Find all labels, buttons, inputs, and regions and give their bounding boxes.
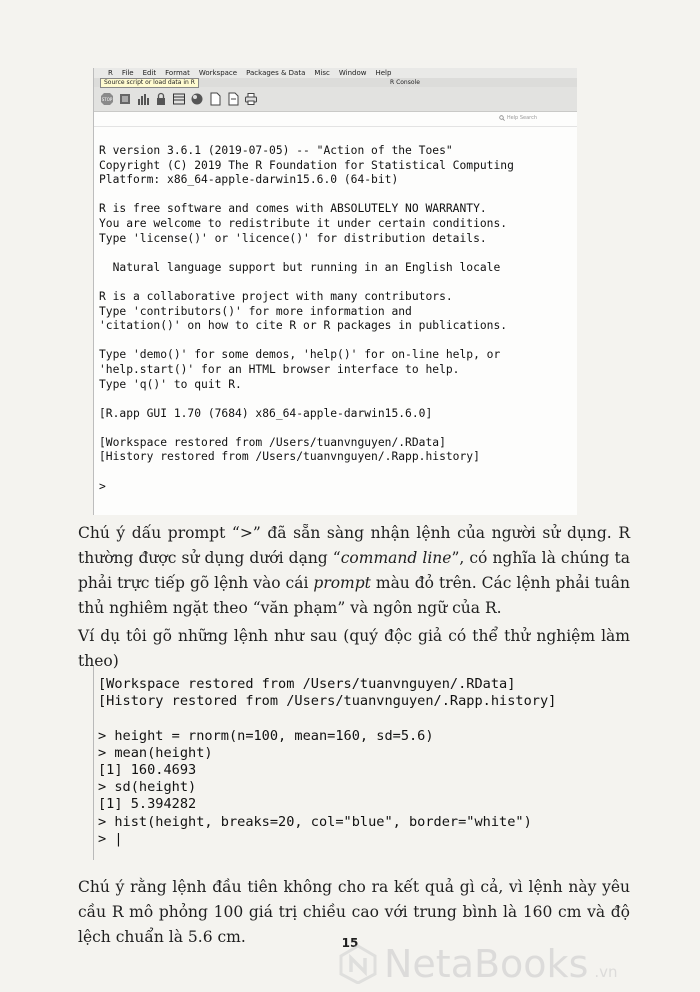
paragraph-prompt-intro xyxy=(78,521,630,621)
menu-workspace[interactable]: Workspace xyxy=(198,69,238,77)
source-script-icon[interactable] xyxy=(118,92,132,106)
source-tooltip: Source script or load data in R xyxy=(100,78,199,88)
code-line: [Workspace restored from /Users/tuanvnguyen/.RData] xyxy=(98,676,516,692)
code-line: [1] 160.4693 xyxy=(98,762,197,779)
watermark-brand: NetaBooks xyxy=(384,942,589,986)
menu-help[interactable]: Help xyxy=(375,69,392,77)
console-line: R is a collaborative project with many contributors. xyxy=(99,289,453,303)
help-search-field[interactable] xyxy=(499,115,537,121)
code-line: > hist(height, breaks=20, col="blue", border="white") xyxy=(98,813,532,830)
console-line: [History restored from /Users/tuanvnguyen/.Rapp.history] xyxy=(99,450,480,464)
console-line: Type 'q()' to quit R. xyxy=(99,377,242,391)
console-line: Natural language support but running in an English locale xyxy=(99,260,501,274)
code-line: > sd(height) xyxy=(98,779,197,796)
table-icon[interactable] xyxy=(172,92,186,106)
menu-r[interactable]: R xyxy=(108,69,113,77)
search-bar xyxy=(94,112,577,127)
console-line: 'help.start()' for an HTML browser interface to help. xyxy=(99,362,460,376)
console-line: Copyright (C) 2019 The R Foundation for Statistical Computing xyxy=(99,158,514,172)
search-placeholder: Help Search xyxy=(506,115,537,121)
console-line: Type 'license()' or 'licence()' for distribution details. xyxy=(99,231,487,245)
paragraph1-part3: màu đỏ trên. Các lệnh phải tuân thủ nghiêm ngặt theo “văn phạm” và ngôn ngữ của R. xyxy=(78,574,630,617)
console-line: Type 'demo()' for some demos, 'help()' for on-line help, or xyxy=(99,348,501,362)
r-console-window xyxy=(93,68,577,515)
netabooks-logo-icon xyxy=(338,944,378,984)
color-wheel-icon[interactable] xyxy=(190,92,204,106)
menu-format[interactable]: Format xyxy=(165,69,190,77)
code-line: > | xyxy=(98,830,123,847)
toolbar xyxy=(94,87,577,112)
lock-icon[interactable] xyxy=(154,92,168,106)
svg-text:STOP: STOP xyxy=(101,97,113,102)
print-icon[interactable] xyxy=(244,92,258,106)
paragraph-rnorm-explanation: Chú ý rằng lệnh đầu tiên không cho ra kết quả gì cả, vì lệnh này yêu cầu R mô phỏng 100 giá trị chiều cao với trung bình là 160 cm và độ lệch chuẩn là 5.6 cm. xyxy=(78,878,630,946)
console-line: Type 'contributors()' for more information and xyxy=(99,304,412,318)
menu-window[interactable]: Window xyxy=(338,69,367,77)
console-line: R version 3.6.1 (2019-07-05) -- "Action of the Toes" xyxy=(99,144,453,157)
netabooks-watermark xyxy=(338,942,618,986)
title-bar xyxy=(94,78,577,87)
console-output[interactable] xyxy=(99,144,514,494)
console-line: 'citation()' on how to cite R or R packages in publications. xyxy=(99,319,508,333)
menu-file[interactable]: File xyxy=(121,69,134,77)
menu-misc[interactable]: Misc xyxy=(314,69,330,77)
console-line: [R.app GUI 1.70 (7684) x86_64-apple-darwin15.6.0] xyxy=(99,406,433,420)
code-line: > mean(height) xyxy=(98,744,213,761)
menu-edit[interactable]: Edit xyxy=(142,69,157,77)
menu-bar xyxy=(94,68,577,78)
console-line: [Workspace restored from /Users/tuanvnguyen/.RData] xyxy=(99,435,446,449)
paragraph-example-intro: Ví dụ tôi gõ những lệnh như sau (quý độc giả có thể thử nghiệm làm theo) xyxy=(78,627,630,670)
console-line: > xyxy=(99,479,106,493)
new-document-icon[interactable] xyxy=(208,92,222,106)
code-line: > height = rnorm(n=100, mean=160, sd=5.6) xyxy=(98,727,434,744)
console-line: You are welcome to redistribute it under certain conditions. xyxy=(99,216,508,230)
code-block xyxy=(93,666,564,860)
menu-packages[interactable]: Packages & Data xyxy=(246,69,306,77)
stop-icon[interactable] xyxy=(100,92,114,106)
page-number: 15 xyxy=(341,936,359,950)
window-title: R Console xyxy=(390,79,420,86)
open-document-icon[interactable] xyxy=(226,92,240,106)
watermark-suffix: .vn xyxy=(594,963,618,981)
chart-icon[interactable] xyxy=(136,92,150,106)
code-line: [History restored from /Users/tuanvnguyen/.Rapp.history] xyxy=(98,693,557,710)
console-line: Platform: x86_64-apple-darwin15.6.0 (64-bit) xyxy=(99,173,399,187)
console-line: R is free software and comes with ABSOLUTELY NO WARRANTY. xyxy=(99,202,487,216)
code-line: [1] 5.394282 xyxy=(98,796,197,813)
paragraph1-em-command-line: command line xyxy=(340,549,452,567)
paragraph1-part1: Chú ý dấu prompt “>” đã sẵn sàng nhận lệnh của người sử dụng. R thường được sử dụng dưới dạng “ xyxy=(78,524,630,567)
code-lines xyxy=(98,676,556,848)
paragraph1-em-prompt: prompt xyxy=(313,574,371,592)
paragraph1-part2: ”, có nghĩa là chúng ta phải trực tiếp gõ lệnh vào cái xyxy=(78,549,630,592)
search-icon xyxy=(499,115,505,121)
